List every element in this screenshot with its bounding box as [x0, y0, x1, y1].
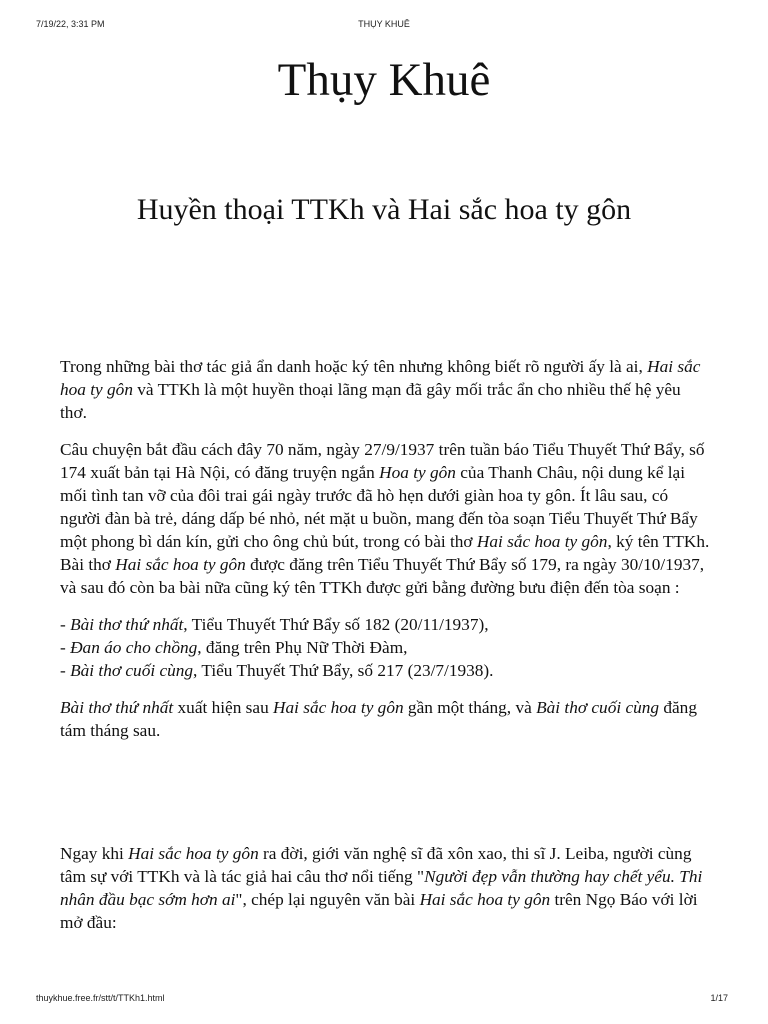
print-datetime: 7/19/22, 3:31 PM [36, 19, 105, 29]
article-subtitle: Huyền thoại TTKh và Hai sắc hoa ty gôn [136, 193, 632, 226]
poem-title: Hai sắc hoa ty gôn [60, 357, 701, 399]
print-url: thuykhue.free.fr/stt/t/TTKh1.html [36, 993, 165, 1003]
print-page-number: 1/17 [710, 993, 728, 1003]
print-page-title: THỤY KHUÊ [358, 19, 410, 29]
poem-list [60, 613, 710, 682]
story-title: Hoa ty gôn [379, 463, 456, 482]
paragraph-intro: Trong những bài thơ tác giả ẩn danh hoặc ký tên nhưng không biết rõ người ấy là ai, Hai sắc hoa ty gôn và TTKh là một huyền thoại lãng mạn đã gây mối trắc ẩn cho nhiều thế hệ yêu thơ. [60, 357, 701, 422]
paragraph-leiba: Ngay khi Hai sắc hoa ty gôn ra đời, giới văn nghệ sĩ đã xôn xao, thi sĩ J. Leiba, người cùng tâm sự với TTKh và là tác giả hai câu thơ nổi tiếng "Người đẹp vẫn thường hay chết yểu. Thi nhân đầu bạc sớm hơn ai", chép lại nguyên văn bài Hai sắc hoa ty gôn trên Ngọ Báo với lời mở đầu: [60, 844, 703, 932]
author-title: Thụy Khuê [277, 54, 491, 106]
list-item: - Bài thơ cuối cùng, Tiểu Thuyết Thứ Bẩy, số 217 (23/7/1938). [60, 661, 494, 680]
paragraph-story: Câu chuyện bắt đầu cách đây 70 năm, ngày 27/9/1937 trên tuần báo Tiểu Thuyết Thứ Bẩy, số 174 xuất bản tại Hà Nội, có đăng truyện ngắn Hoa ty gôn của Thanh Châu, nội dung kể lại mối tình tan vỡ của đôi trai gái ngày trước đã hò hẹn dưới giàn hoa ty gôn. Ít lâu sau, có người đàn bà trẻ, dáng dấp bé nhỏ, nét mặt u buồn, mang đến tòa soạn Tiểu Thuyết Thứ Bẩy một phong bì dán kín, gửi cho ông chủ bút, trong có bài thơ Hai sắc hoa ty gôn, ký tên TTKh. Bài thơ Hai sắc hoa ty gôn được đăng trên Tiểu Thuyết Thứ Bẩy số 179, ra ngày 30/10/1937, và sau đó còn ba bài nữa cũng ký tên TTKh được gửi bằng đường bưu điện đến tòa soạn : [60, 440, 710, 597]
quoted-verse: Người đẹp vẫn thường hay chết yểu. Thi nhân đầu bạc sớm hơn ai [60, 867, 703, 909]
list-item: - Bài thơ thứ nhất, Tiểu Thuyết Thứ Bẩy số 182 (20/11/1937), [60, 615, 489, 634]
article-body [60, 355, 710, 948]
list-item: - Đan áo cho chồng, đăng trên Phụ Nữ Thời Đàm, [60, 638, 408, 657]
poem-title: Hai sắc hoa ty gôn [115, 555, 246, 574]
paragraph-timeline: Bài thơ thứ nhất xuất hiện sau Hai sắc hoa ty gôn gần một tháng, và Bài thơ cuối cùng đăng tám tháng sau. [60, 698, 697, 740]
poem-title: Hai sắc hoa ty gôn [476, 532, 608, 551]
